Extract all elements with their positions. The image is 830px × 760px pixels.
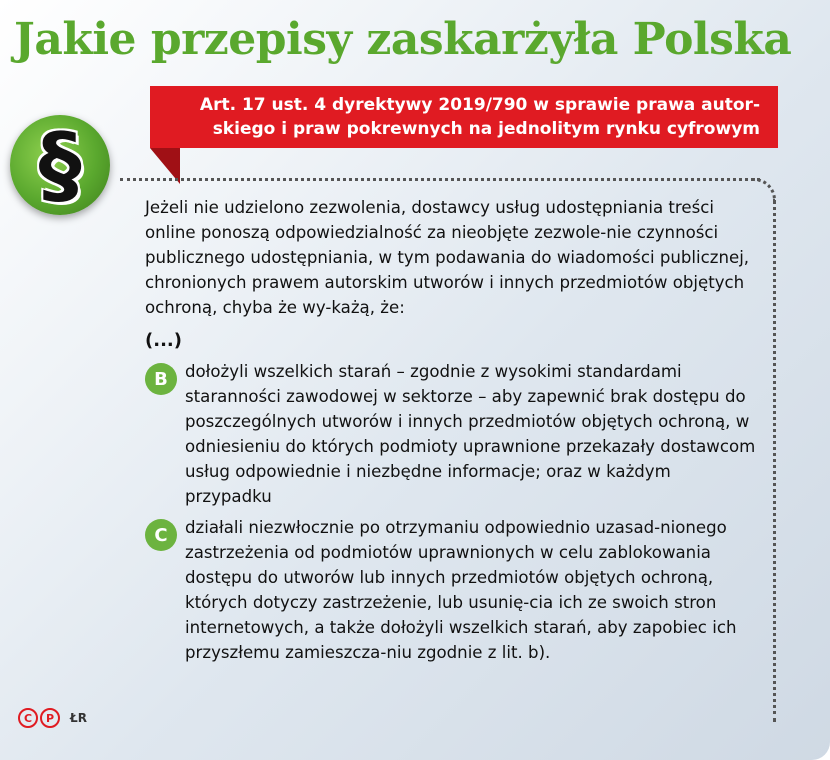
credit xyxy=(18,708,87,728)
dotted-border-top xyxy=(120,178,760,181)
author-initials: ŁR xyxy=(70,711,87,725)
list-item-b xyxy=(145,359,760,509)
intro-paragraph: Jeżeli nie udzielono zezwolenia, dostawcy usług udostępniania treści online ponoszą odpowiedzialność za nieobjęte zezwole-nie czynności publicznego udostępniania, w tym podawania do wiadomości publicznej, chronionych prawem autorskim utworów i innych przedmiotów objętych ochroną, chyba że wy-każą, że: xyxy=(145,198,750,317)
article-content xyxy=(145,195,760,671)
section-symbol: § xyxy=(38,115,82,215)
list-item-text: działali niezwłocznie po otrzymaniu odpowiednio uzasad-nionego zastrzeżenia od podmiotów uprawnionych w celu zablokowania dostępu do utworów lub innych przedmiotów objętych ochroną, których dotyczy zastrzeżenie, lub usunię-cia ich ze swoich stron internetowych, a także dołożyli wszelkich starań, aby zapobiec ich przyszłemu zamieszcza-niu zgodnie z lit. b). xyxy=(185,518,737,662)
list-item-text: dołożyli wszelkich starań – zgodnie z wysokimi standardami staranności zawodowej w sektorze – aby zapewnić brak dostępu do poszczególnych utworów i innych przedmiotów objętych ochroną, w odniesieniu do których podmioty uprawnione przekazały dostawcom usług odpowiednie i niezbędne informacje; oraz w każdym przypadku xyxy=(185,362,756,506)
letter-b-badge: B xyxy=(145,363,177,395)
list-item-c xyxy=(145,515,760,665)
cp-logo-icon: C xyxy=(18,708,38,728)
letter-c-badge: C xyxy=(145,519,177,551)
page-title: Jakie przepisy zaskarżyła Polska xyxy=(14,14,792,65)
ellipsis: (...) xyxy=(145,330,182,351)
article-banner-text: Art. 17 ust. 4 dyrektywy 2019/790 w sprawie prawa autor- skiego i praw pokrewnych na jednolitym rynku cyfrowym xyxy=(199,95,760,139)
section-sign-icon xyxy=(10,115,110,215)
cp-logo-icon-p: P xyxy=(40,708,60,728)
dotted-border-right xyxy=(773,200,776,722)
article-banner xyxy=(150,86,778,148)
